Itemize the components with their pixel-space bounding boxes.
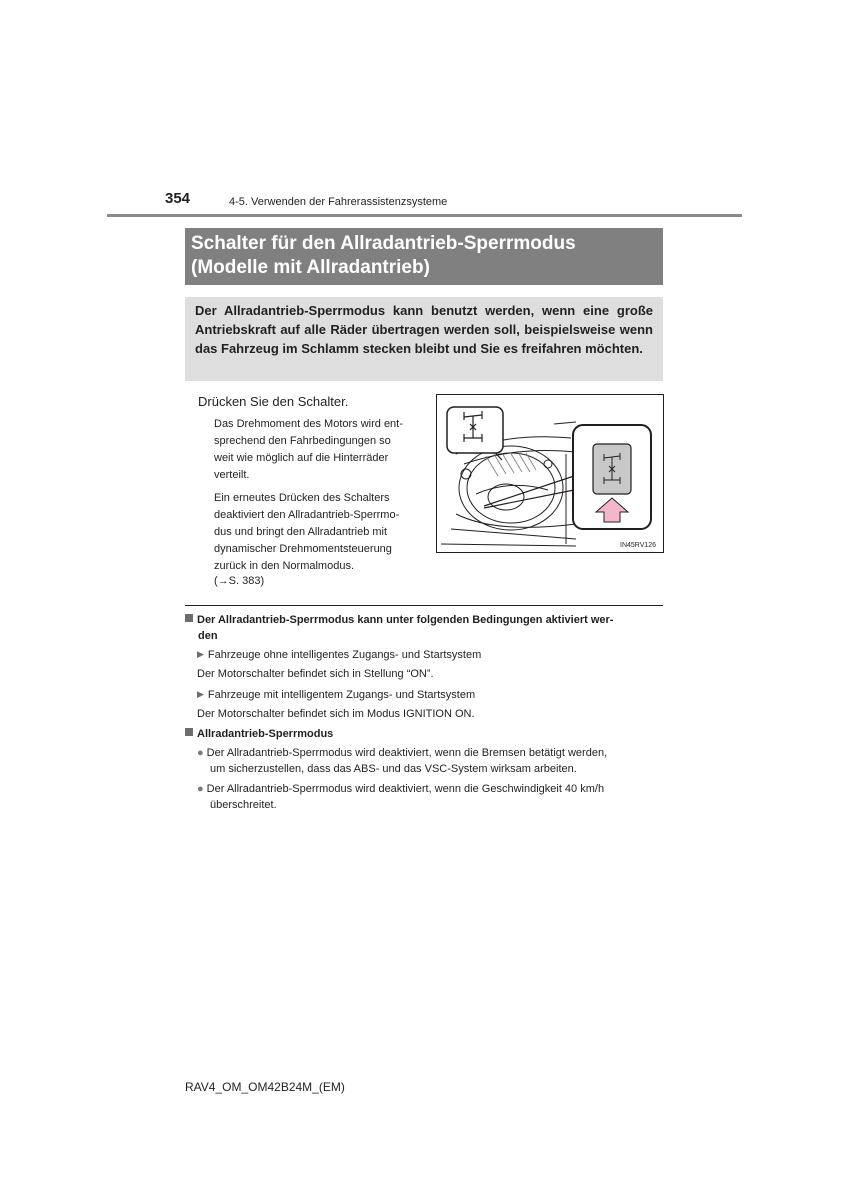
page-number: 354 (165, 190, 191, 207)
section-title-line1: Schalter für den Allradantrieb-Sperrmodus (191, 233, 576, 254)
condition-item-2 (197, 686, 475, 703)
header-divider (107, 214, 742, 217)
circle-bullet-icon: ● (197, 747, 204, 759)
desc-line: sprechend den Fahrbedingungen so (214, 435, 391, 447)
description-paragraph-1 (214, 416, 424, 484)
square-bullet-icon (185, 614, 193, 622)
bullet-line: Der Allradantrieb-Sperrmodus wird deaktiviert, wenn die Bremsen betätigt werden, (206, 747, 608, 759)
desc-line: Das Drehmoment des Motors wird ent- (214, 418, 403, 430)
condition-item-2-label: Fahrzeuge mit intelligentem Zugangs- und Startsystem (207, 689, 476, 701)
condition-item-1 (197, 646, 481, 663)
triangle-bullet-icon: ▶ (197, 689, 204, 699)
desc-line: zurück in den Normalmodus. (214, 560, 355, 572)
desc-line: dus und bringt den Allradantrieb mit (214, 526, 388, 538)
condition-item-1-text: Der Motorschalter befindet sich in Stellung “ON”. (197, 668, 434, 680)
section-title (185, 228, 663, 285)
desc-line: verteilt. (214, 469, 250, 481)
square-bullet-icon (185, 728, 193, 736)
section-title-line2: (Modelle mit Allradantrieb) (191, 257, 430, 278)
description-paragraph-2 (214, 490, 424, 575)
lock-mode-bullet-1 (197, 745, 663, 777)
figure-code: IN45RV126 (620, 542, 657, 549)
bullet-line: um sicherzustellen, dass das ABS- und das VSC-System wirksam arbeiten. (210, 763, 577, 775)
lock-mode-heading-label: Allradantrieb-Sperrmodus (197, 728, 334, 740)
desc-line: dynamischer Drehmomentsteuerung (214, 543, 392, 555)
page-reference-link[interactable]: (→S. 383) (214, 575, 265, 587)
conditions-heading-line2: den (198, 630, 218, 642)
bullet-line: überschreitet. (210, 799, 277, 811)
bullet-line: Der Allradantrieb-Sperrmodus wird deaktiviert, wenn die Geschwindigkeit 40 km/h (206, 783, 605, 795)
conditions-heading (185, 612, 663, 644)
section-divider (185, 605, 663, 606)
switch-illustration (436, 394, 664, 553)
intro-box: Der Allradantrieb-Sperrmodus kann benutzt werden, wenn eine große Antriebskraft auf alle Räder übertragen werden soll, beispielsweise wenn das Fahrzeug im Schlamm stecken bleibt und Sie es freifahren möchten. (185, 297, 663, 381)
section-reference: 4-5. Verwenden der Fahrerassistenzsysteme (229, 196, 448, 208)
desc-line: Ein erneutes Drücken des Schalters (214, 492, 390, 504)
step-instruction: Drücken Sie den Schalter. (198, 394, 349, 409)
desc-line: deaktiviert den Allradantrieb-Sperrmo- (214, 509, 400, 521)
condition-item-1-label: Fahrzeuge ohne intelligentes Zugangs- und Startsystem (207, 649, 482, 661)
desc-line: weit wie möglich auf die Hinterräder (214, 452, 389, 464)
triangle-bullet-icon: ▶ (197, 649, 204, 659)
circle-bullet-icon: ● (197, 783, 204, 795)
lock-mode-bullet-2 (197, 781, 663, 813)
document-footer: RAV4_OM_OM42B24M_(EM) (185, 1080, 345, 1094)
condition-item-2-text: Der Motorschalter befindet sich im Modus IGNITION ON. (197, 708, 475, 720)
lock-mode-heading (185, 726, 333, 742)
conditions-heading-line1: Der Allradantrieb-Sperrmodus kann unter folgenden Bedingungen aktiviert wer- (197, 614, 614, 626)
